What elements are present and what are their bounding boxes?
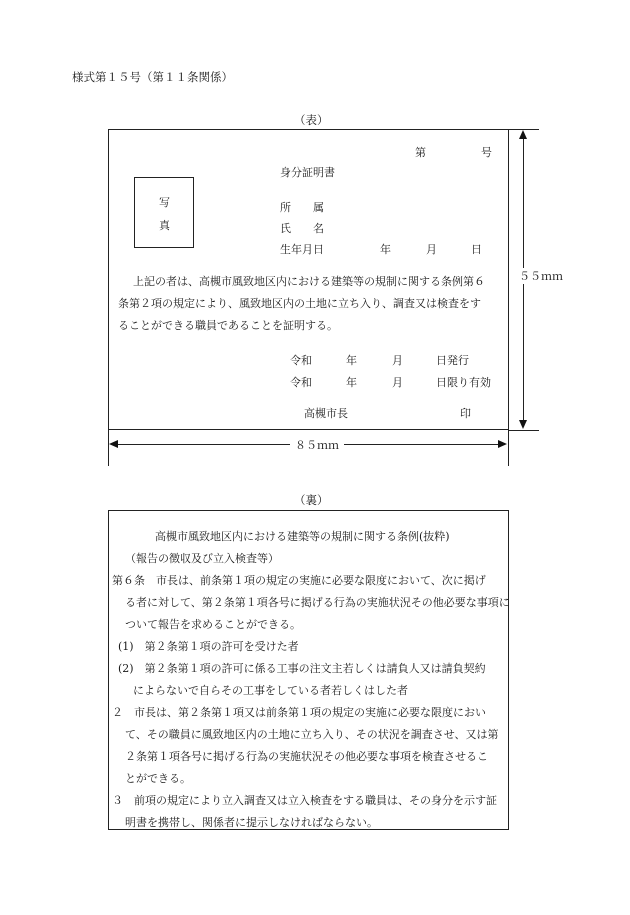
valid-era: 令和 bbox=[290, 376, 312, 389]
width-extension-left bbox=[108, 430, 109, 466]
height-extension-bottom bbox=[509, 430, 539, 431]
width-extension-right bbox=[508, 430, 509, 466]
arrow-right-icon bbox=[498, 440, 507, 448]
article6-line-2: る者に対して、第２条第１項各号に掲げる行為の実施状況その他必要な事項に bbox=[125, 596, 510, 609]
arrow-left-icon bbox=[109, 440, 118, 448]
article6-line-3: ついて報告を求めることができる。 bbox=[125, 618, 301, 631]
photo-label-1: 写 bbox=[159, 196, 170, 209]
number-dai: 第 bbox=[415, 146, 426, 159]
number-go: 号 bbox=[481, 146, 492, 159]
front-heading: （表） bbox=[294, 113, 329, 127]
form-number: 様式第１５号（第１１条関係） bbox=[72, 70, 233, 84]
certificate-body-line-2: 条第２項の規定により、風致地区内の土地に立ち入り、調査又は検査をす bbox=[118, 297, 481, 310]
mayor-title: 高槻市長 bbox=[304, 407, 348, 420]
paragraph2-line-1: ２ 市長は、第２条第１項又は前条第１項の規定の実施に必要な限度におい bbox=[112, 706, 486, 719]
card-title: 身分証明書 bbox=[280, 166, 335, 179]
birthdate-label: 生年月日 bbox=[280, 243, 324, 256]
valid-month: 月 bbox=[392, 376, 403, 389]
paragraph2-line-3: ２条第１項各号に掲げる行為の実施状況その他必要な事項を検査させるこ bbox=[125, 750, 488, 763]
certificate-body-line-1: 上記の者は、高槻市風致地区内における建築等の規制に関する条例第６ bbox=[133, 275, 485, 288]
height-dimension-label: ５５ｍｍ bbox=[519, 270, 563, 283]
photo-box bbox=[134, 177, 194, 248]
width-dimension-label: ８５ｍｍ bbox=[290, 437, 344, 453]
issue-year: 年 bbox=[346, 354, 357, 367]
affiliation-label: 所 属 bbox=[280, 201, 324, 214]
paragraph3-line-2: 明書を携帯し、関係者に提示しなければならない。 bbox=[125, 816, 378, 829]
name-label: 氏 名 bbox=[280, 222, 324, 235]
birth-day: 日 bbox=[471, 243, 482, 256]
back-heading: （裏） bbox=[294, 493, 329, 507]
paragraph2-line-2: て、その職員に風致地区内の土地に立ち入り、その状況を調査させ、又は第 bbox=[125, 728, 499, 741]
arrow-down-icon bbox=[519, 420, 527, 429]
valid-date-suffix: 日限り有効 bbox=[436, 376, 491, 389]
birth-month: 月 bbox=[426, 243, 437, 256]
item-2-line-1: (2) 第２条第１項の許可に係る工事の注文主若しくは請負人又は請負契約 bbox=[118, 662, 486, 675]
issue-date-suffix: 日発行 bbox=[436, 354, 469, 367]
photo-label-2: 真 bbox=[159, 219, 170, 232]
ordinance-subtitle: （報告の徴収及び立入検査等） bbox=[125, 552, 279, 565]
item-2-line-2: によらないで自らその工事をしている者若しくはした者 bbox=[133, 684, 408, 697]
issue-month: 月 bbox=[392, 354, 403, 367]
valid-year: 年 bbox=[346, 376, 357, 389]
arrow-up-icon bbox=[519, 130, 527, 139]
article6-line-1: 第６条 市長は、前条第１項の規定の実施に必要な限度において、次に掲げ bbox=[112, 574, 486, 587]
paragraph2-line-4: とができる。 bbox=[125, 772, 191, 785]
ordinance-title: 高槻市風致地区内における建築等の規制に関する条例(抜粋) bbox=[155, 530, 450, 543]
item-1: (1) 第２条第１項の許可を受けた者 bbox=[118, 640, 299, 653]
paragraph3-line-1: ３ 前項の規定により立入調査又は立入検査をする職員は、その身分を示す証 bbox=[112, 794, 497, 807]
issue-era: 令和 bbox=[290, 354, 312, 367]
birth-year: 年 bbox=[380, 243, 391, 256]
seal-mark: 印 bbox=[460, 407, 471, 420]
certificate-body-line-3: ることができる職員であることを証明する。 bbox=[118, 319, 338, 332]
